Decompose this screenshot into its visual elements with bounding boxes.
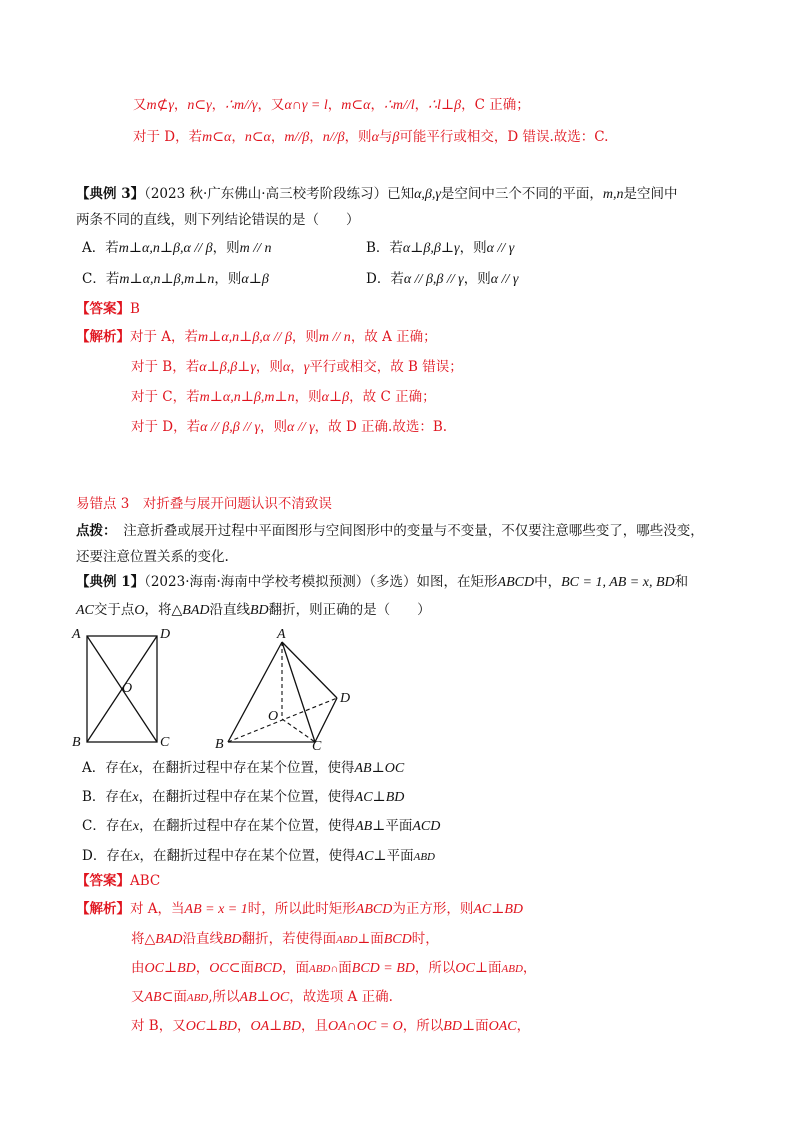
text: ，所以 xyxy=(414,960,456,976)
text: 对于 D，若 xyxy=(133,129,203,145)
text: ,所以 xyxy=(208,989,240,1005)
edge-ad xyxy=(282,642,337,698)
text: ，故 C 正确； xyxy=(349,389,436,405)
example-1-solution-line-1 xyxy=(76,899,523,920)
label-o: O xyxy=(122,681,133,696)
text: 平面 xyxy=(385,818,413,834)
label-b: B xyxy=(72,735,81,750)
text: ，面 xyxy=(281,960,309,976)
math: α,β,γ xyxy=(414,187,441,202)
math: △BAD xyxy=(144,932,183,947)
text: ，则 xyxy=(294,389,322,405)
math: BD⊥ xyxy=(443,1019,476,1034)
text: 又 xyxy=(133,97,147,113)
label-o: O xyxy=(268,709,279,724)
math: n⊂α xyxy=(244,130,271,145)
solution-tag: 【解析】 xyxy=(76,329,130,345)
text: ，则 xyxy=(291,329,319,345)
text: ，故 A 正确； xyxy=(350,329,437,345)
math: β xyxy=(392,130,400,145)
math: α // β,β // γ xyxy=(403,272,464,287)
text: 中， xyxy=(534,574,562,590)
math: ABCD xyxy=(355,902,393,917)
text: 沿直线 xyxy=(182,931,223,947)
text: ，又 xyxy=(257,97,285,113)
text: 为正方形，则 xyxy=(392,901,474,917)
math: ∴m//l xyxy=(383,98,415,113)
text: 可能平行或相交，D 错误.故选：C. xyxy=(399,129,609,145)
answer-value: ABC xyxy=(130,873,161,889)
example-3-question-line-1 xyxy=(76,184,678,205)
label-d: D xyxy=(160,627,171,642)
text: 沿直线 xyxy=(209,602,250,618)
text: ， xyxy=(237,1018,251,1034)
math: BCD xyxy=(253,961,282,976)
text: （2023 秋·广东佛山·高三校考阶段练习）已知 xyxy=(144,186,415,202)
math: m⊂α xyxy=(202,130,232,145)
text: ，且 xyxy=(301,1018,328,1034)
math: m⊄γ xyxy=(146,98,174,113)
text: ， xyxy=(270,129,285,145)
label-d: D xyxy=(340,691,351,706)
text: ， xyxy=(522,960,537,976)
example-tag: 【典例 3】 xyxy=(76,186,145,202)
text: ， xyxy=(516,1018,531,1034)
example-1-question-line-2 xyxy=(76,600,431,621)
tip-line-1 xyxy=(76,521,704,541)
edge-ac xyxy=(282,642,315,742)
example-1-solution-line-4 xyxy=(131,987,393,1008)
text: A．存在 xyxy=(82,760,133,776)
text: 又 xyxy=(131,989,145,1005)
folded-figure xyxy=(210,626,360,752)
math: m // n xyxy=(239,241,272,256)
math: OAC xyxy=(488,1019,517,1034)
example-1-solution-line-3 xyxy=(131,958,536,979)
section-title: 易错点 3 对折叠与展开问题认识不清致误 xyxy=(76,496,332,512)
math: α⊥β xyxy=(241,272,269,287)
math: α // γ xyxy=(287,420,315,435)
text: 面 xyxy=(488,960,502,976)
math: m⊥α,n⊥β,m⊥n xyxy=(119,272,215,287)
text: 对于 B，若 xyxy=(131,359,200,375)
math: m⊥α,n⊥β,α // β xyxy=(118,241,213,256)
text: 对于 D，若 xyxy=(131,419,201,435)
text: 交于点 xyxy=(93,602,135,618)
prev-solution-line-1 xyxy=(133,95,530,116)
text: C．若 xyxy=(82,271,120,287)
segment-oc-hidden xyxy=(282,719,315,742)
example-3-solution-line-3 xyxy=(131,387,436,408)
answer-value: B xyxy=(130,301,140,317)
text: 注意折叠或展开过程中平面图形与空间图形中的变量与不变量，不仅要注意哪些变了，哪些没变， xyxy=(109,523,704,539)
math: ∴m//γ xyxy=(225,98,258,113)
math: BCD = BD xyxy=(351,961,415,976)
text: ， xyxy=(290,359,304,375)
example-3-option-b xyxy=(366,238,514,259)
text: 是空间中 xyxy=(623,186,678,202)
example-1-solution-line-2 xyxy=(131,929,439,950)
math: α⊥β,β⊥γ xyxy=(199,360,256,375)
math: BCD xyxy=(383,932,412,947)
text: ， xyxy=(211,97,226,113)
math: α⊥β,β⊥γ xyxy=(402,241,460,256)
math: x xyxy=(132,819,140,834)
math: ∴l⊥β xyxy=(428,98,462,113)
math: m⊂α xyxy=(341,98,371,113)
example-3-option-d xyxy=(366,269,518,290)
text: B．存在 xyxy=(82,789,133,805)
text: 时，所以此时矩形 xyxy=(247,901,356,917)
prev-solution-line-2 xyxy=(133,127,608,148)
text: ，C 正确； xyxy=(461,97,530,113)
text: ， xyxy=(414,97,429,113)
math: n⊂γ xyxy=(187,98,212,113)
math: α // γ xyxy=(486,241,515,256)
example-1-question-line-1 xyxy=(76,572,688,593)
example-1-option-a xyxy=(82,758,404,779)
text: ，则 xyxy=(255,359,283,375)
math: x xyxy=(132,790,139,805)
math: O xyxy=(134,603,145,618)
math: ABD xyxy=(336,934,358,946)
math: AB⊥ xyxy=(355,819,386,834)
math: OA∩OC = O xyxy=(328,1019,403,1034)
label-a: A xyxy=(277,627,286,642)
example-3-option-a xyxy=(82,238,272,259)
text: ， xyxy=(309,129,323,145)
text: ，故 D 正确.故选：B. xyxy=(314,419,448,435)
text: 对 A，当 xyxy=(130,901,185,917)
text: 对于 A，若 xyxy=(130,329,199,345)
text: ， xyxy=(173,97,188,113)
math: m⊥α,n⊥β,m⊥n xyxy=(199,390,295,405)
tip-line-2: 还要注意位置关系的变化. xyxy=(76,549,229,565)
text: 面 xyxy=(338,960,352,976)
label-b: B xyxy=(215,737,224,752)
text: （2023·海南·海南中学校考模拟预测）（多选）如图，在矩形 xyxy=(144,574,498,590)
text: 面 xyxy=(475,1018,489,1034)
text: 翻折，若使得面 xyxy=(241,931,337,947)
math: n//β xyxy=(322,130,345,145)
math: BD xyxy=(222,932,242,947)
example-3-question-line-2: 两条不同的直线，则下列结论错误的是（ ） xyxy=(76,212,360,228)
math: α∩γ = l xyxy=(284,98,328,113)
example-3-solution-line-1 xyxy=(76,327,437,348)
math: m⊥α,n⊥β,α // β xyxy=(198,330,292,345)
math: OC⊥BD xyxy=(185,1019,237,1034)
math: △BAD xyxy=(171,603,210,618)
math: m//β xyxy=(284,130,310,145)
math: m // n xyxy=(318,330,351,345)
math: BD xyxy=(250,603,269,618)
edge-ab xyxy=(228,642,282,742)
text: 是空间中三个不同的平面， xyxy=(440,186,603,202)
text: ，则 xyxy=(463,271,491,287)
example-1-answer xyxy=(76,871,160,891)
example-3-solution-line-4 xyxy=(131,417,447,438)
solution-tag: 【解析】 xyxy=(76,901,130,917)
text: 由 xyxy=(131,960,145,976)
math: AB⊥OC xyxy=(354,761,405,776)
math: AC⊥BD xyxy=(473,902,524,917)
math: α⊥β xyxy=(321,390,350,405)
math: γ xyxy=(303,360,310,375)
text: ，则 xyxy=(214,271,242,287)
text: 翻折，则正确的是（ ） xyxy=(268,602,431,618)
math: α xyxy=(282,360,291,375)
text: 面 xyxy=(173,989,187,1005)
example-1-option-c xyxy=(82,816,440,837)
math: AC⊥BD xyxy=(354,790,405,805)
rectangle-figure xyxy=(70,624,180,752)
answer-tag: 【答案】 xyxy=(76,873,130,889)
math: α // γ xyxy=(490,272,519,287)
math: AB⊂ xyxy=(144,990,174,1005)
text: ， xyxy=(195,960,210,976)
text: 与 xyxy=(378,129,393,145)
math: BC = 1, AB = x, BD xyxy=(561,575,675,590)
example-1-solution-line-5 xyxy=(131,1016,530,1037)
text: ， xyxy=(370,97,384,113)
math: ABD∩ xyxy=(308,963,339,975)
math: α xyxy=(371,130,379,145)
text: ，则 xyxy=(260,419,287,435)
label-c: C xyxy=(160,735,170,750)
math: AB = x = 1 xyxy=(184,902,248,917)
text: ，则 xyxy=(212,240,240,256)
text: ， xyxy=(327,97,342,113)
text: 将 xyxy=(131,931,145,947)
math: AC xyxy=(76,603,94,618)
text: ，故选项 A 正确. xyxy=(289,989,393,1005)
text: A．若 xyxy=(82,240,119,256)
answer-tag: 【答案】 xyxy=(76,301,130,317)
math: OC⊥ xyxy=(455,961,489,976)
tip-label: 点拨： xyxy=(76,523,110,539)
example-tag: 【典例 1】 xyxy=(76,574,145,590)
math: x xyxy=(132,761,139,776)
text: ，则 xyxy=(459,240,487,256)
text: 和 xyxy=(674,574,689,590)
math: ACD xyxy=(412,819,441,834)
text: ，将 xyxy=(144,602,172,618)
text: ，在翻折过程中存在某个位置，使得 xyxy=(139,848,356,864)
text: ，所以 xyxy=(402,1018,444,1034)
math: m,n xyxy=(602,187,624,202)
text: ，在翻折过程中存在某个位置，使得 xyxy=(139,818,356,834)
math: ABD xyxy=(501,963,523,975)
text: 对 B，又 xyxy=(131,1018,186,1034)
example-3-solution-line-2 xyxy=(131,357,463,378)
text: ，在翻折过程中存在某个位置，使得 xyxy=(138,789,355,805)
text: ， xyxy=(231,129,245,145)
edge-cd xyxy=(315,698,337,742)
math: AB⊥OC xyxy=(239,990,290,1005)
label-c: C xyxy=(312,739,322,752)
text: ，则 xyxy=(344,129,372,145)
text: ，在翻折过程中存在某个位置，使得 xyxy=(138,760,355,776)
example-1-option-b xyxy=(82,787,404,808)
label-a: A xyxy=(72,627,81,642)
text: 平行或相交，故 B 错误； xyxy=(309,359,463,375)
math: α // β,β // γ xyxy=(200,420,260,435)
text: 平面 xyxy=(386,848,414,864)
math: x xyxy=(133,849,140,864)
text: 时， xyxy=(411,931,439,947)
math: OA⊥BD xyxy=(250,1019,301,1034)
math: OC⊥BD xyxy=(144,961,196,976)
text: 对于 C，若 xyxy=(131,389,200,405)
text: 面 xyxy=(240,960,254,976)
example-1-option-d xyxy=(82,846,435,867)
math: ABD xyxy=(413,851,435,863)
example-3-option-c xyxy=(82,269,269,290)
math: ABCD xyxy=(497,575,535,590)
text: D．存在 xyxy=(82,848,134,864)
example-3-answer xyxy=(76,299,140,319)
text: C．存在 xyxy=(82,818,133,834)
math: OC⊂ xyxy=(209,961,241,976)
text: D．若 xyxy=(366,271,404,287)
text: ⊥面 xyxy=(357,931,384,947)
math: ABD xyxy=(186,992,209,1004)
math: AC⊥ xyxy=(355,849,387,864)
text: B．若 xyxy=(366,240,403,256)
